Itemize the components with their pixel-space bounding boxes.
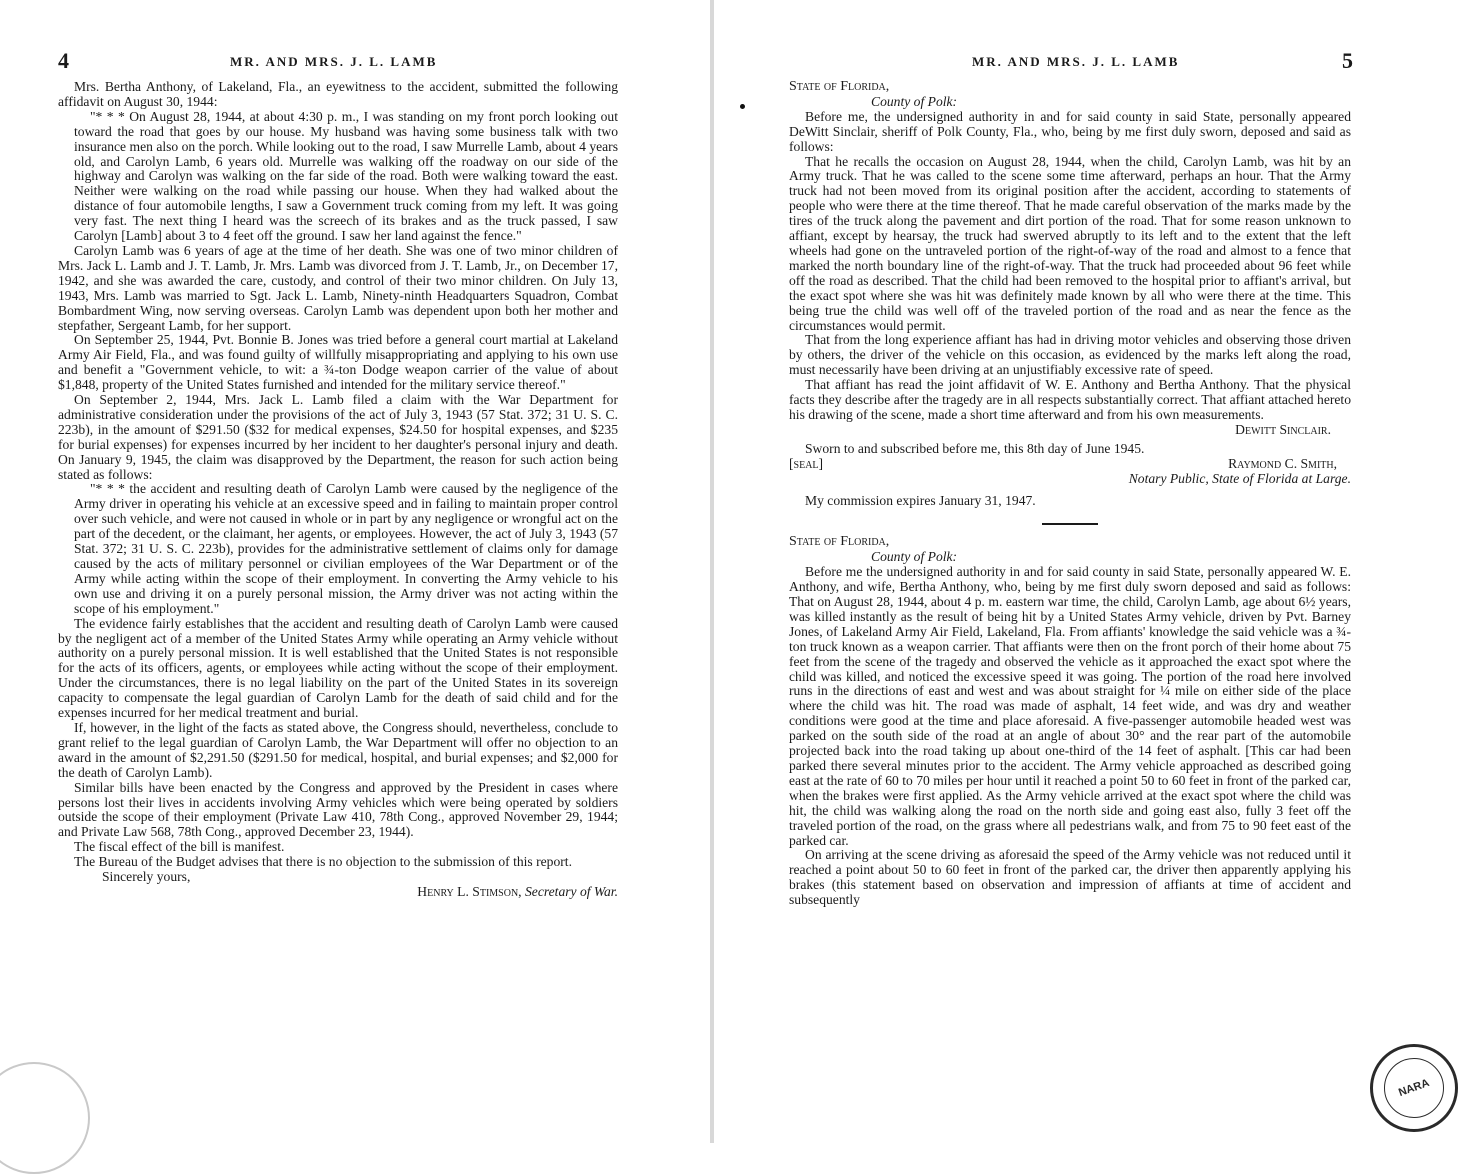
paragraph: On September 2, 1944, Mrs. Jack L. Lamb filed a claim with the War Department for administrative consideration under the provisions of the act of July 3, 1943 (57 Stat. 372; 31 U. S. C. 223b), in the amount of $291.50 ($32 for medical expenses, $24.50 for hospital expenses, and $235 for burial expenses) for expenses incurred by her incident to her daughter's personal injury and death. On January 9, 1945, the claim was disapproved by the Department, the reason for such action being stated as follows: — [58, 392, 618, 482]
closing: Sincerely yours, — [102, 869, 191, 885]
page-number-left: 4 — [58, 48, 69, 73]
paragraph: On September 25, 1944, Pvt. Bonnie B. Jones was tried before a general court martial at Lakeland Army Air Field, Fla., and was found guilty of willfully misappropriating and applying to his own use and benefit a "Government vehicle, to wit: a ¾-ton Dodge weapon carrier of the value of about $1,848, property of the United States furnished and intended for the military service thereof." — [58, 332, 618, 393]
paragraph: If, however, in the light of the facts as stated above, the Congress should, nevertheless, conclude to grant relief to the legal guardian of Carolyn Lamb, the War Department will offer no objection to an award in the amount of $2,291.50 ($291.50 for medical, hospital, and burial expenses; and $2,000 for the death of Carolyn Lamb). — [58, 719, 618, 780]
paragraph: The evidence fairly establishes that the accident and resulting death of Carolyn Lamb were caused by the negligent act of a member of the United States Army while operating an Army vehicle without authority on a purely personal mission. It is well established that the United States is not responsible for the acts of its officers, agents, or employees while acting without the scope of their employment. Under the circumstances, there is no legal liability on the part of the United States in its sovereign capacity to compensate the legal guardian of Carolyn Lamb for the death of said child and for the expenses incurred for her medical treatment and burial. — [58, 615, 618, 721]
left-body-text — [58, 80, 618, 900]
right-body-text — [789, 80, 1351, 908]
seal-label: [seal] — [789, 455, 824, 471]
stamp-label: NARA — [1397, 1076, 1431, 1100]
notary-title: Notary Public, State of Florida at Large. — [1128, 470, 1351, 486]
paragraph: Carolyn Lamb was 6 years of age at the time of her death. She was one of two minor children of Mrs. Jack L. Lamb and J. T. Lamb, Jr. Mrs. Lamb was divorced from J. T. Lamb, Jr., on December 17, 1942, and she was awarded the care, custody, and control of their two minor children. On July 13, 1943, Mrs. Lamb was married to Sgt. Jack L. Lamb, Ninety-ninth Headquarters Squadron, Combat Bombardment Wing, now serving overseas. Carolyn Lamb was dependent upon both her mother and stepfather, Sergeant Lamb, for her support. — [58, 242, 618, 333]
signature-title: Secretary of War. — [524, 883, 618, 899]
seal-line — [789, 457, 1351, 472]
bullet-mark — [740, 104, 745, 109]
paragraph: Similar bills have been enacted by the Congress and approved by the President in cases where persons lost their lives in accidents involving Army vehicles which were being operated by soldiers outside the scope of their employment (Private Law 410, 78th Cong., approved November 29, 1944; and Private Law 568, 78th Cong., approved December 23, 1944). — [58, 779, 618, 840]
paragraph: The Bureau of the Budget advises that there is no objection to the submission of this report. — [74, 854, 572, 870]
state-heading: State of Florida, — [789, 79, 890, 94]
paragraph: That from the long experience affiant has had in driving motor vehicles and observing those driven by others, the driver of the vehicle on this occasion, as evidenced by the marks left along the road, must necessarily have been driving at an unjustifiably excessive rate of speed. — [789, 332, 1351, 378]
running-head-left: MR. AND MRS. J. L. LAMB — [230, 54, 438, 69]
signature-name: Henry L. Stimson, — [417, 883, 522, 899]
commission-expiry: My commission expires January 31, 1947. — [805, 493, 1036, 509]
signature-block — [58, 885, 618, 900]
notary-name: Raymond C. Smith, — [1228, 455, 1337, 471]
running-head-right: MR. AND MRS. J. L. LAMB — [972, 54, 1180, 69]
paragraph: That affiant has read the joint affidavit of W. E. Anthony and Bertha Anthony. That the physical facts they describe after the tragedy are in all respects substantially correct. That affiant attached hereto his drawing of the scene, made a short time afterward and from his own measurements. — [789, 377, 1351, 422]
paragraph: Mrs. Bertha Anthony, of Lakeland, Fla., an eyewitness to the accident, submitted the following affidavit on August 30, 1944: — [58, 79, 618, 109]
state-heading: State of Florida, — [789, 534, 890, 550]
paragraph: That he recalls the occasion on August 28, 1944, when the child, Carolyn Lamb, was hit by an Army truck. That he was called to the scene some time afterward, perhaps an hour. That the Army truck had not been moved from its original position after the accident, according to statements of people who were there at the time thereof. That he made careful observation of the marks made by the tires of the truck along the pavement and dirt portion of the road. That for some reason unknown to affiant, except by hearsay, the truck had swerved abruptly to its left and to the extent that the left wheels had gone on the untraveled portion of the right-of-way of the road and almost to a fence that marked the north boundary line of the right-of-way. That the truck had proceeded about 96 feet while off the road as described. That the child had been removed to the hospital prior to affiant's arrival, but the exact spot where she was hit was definitely made known by all who were there at the time. This being true the child was well off of the traveled portion of the road and as near the fence as the circumstances would permit. — [789, 153, 1351, 333]
paragraph: Before me the undersigned authority in and for said county in said State, personally appeared W. E. Anthony, and wife, Bertha Anthony, who, being by me first duly sworn deposed and said as follows: That on August 28, 1944, about 4 p. m. eastern war time, the child, Carolyn Lamb, age about 6½ years, was killed instantly as the result of being hit by a United States Army vehicle, driven by Pvt. Barney Jones, of Lakeland Army Air Field, Lakeland, Fla. From affiants' knowledge the said vehicle was a ¾-ton truck known as a weapon carrier. That affiants were then on the front porch of their home about 75 feet from the scene of the tragedy and observed the vehicle as it approached the exact spot where the child was killed, and noticed the excessive speed it was going. The portion of the road here involved runs in the directions of east and west and was about straight for ¼ mile on either side of the place where the child was hit. The road was made of asphalt, 14 feet wide, and was dry and weather conditions were good at the time and place aforesaid. A five-passenger automobile headed west was parked on the south side of the road at an angle of about 30° and the rear part of the automobile projected back into the road taking up about one-third of the 14 feet of asphalt. [This car had been parked there several minutes prior to the accident. The Army vehicle approached as described going east at the rate of 60 to 70 miles per hour until it reached a point 50 to 60 feet in front of the parked car, when the brakes were first applied. As the Army vehicle arrived at the exact spot where the child was hit, the child was walking along the road on the north side and going east also, fully 3 feet off the traveled portion of the road, on the grass where all pedestrians walk, and from 75 to 90 feet east of the parked car. — [789, 564, 1351, 848]
page-number-right: 5 — [1342, 48, 1353, 73]
quoted-disapproval: "* * * the accident and resulting death of Carolyn Lamb were caused by the negligence of the Army driver in operating his vehicle at an excessive speed and in failing to maintain proper control over such vehicle, and were not caused in whole or in part by any negligence or wrongful act on the part of the decedent, or the claimant, her agents, or employees. However, the act of July 3, 1943 (57 Stat. 372; 31 U. S. C. 223b), provides for the administrative settlement of claims only for damage caused by the acts of military personnel or civilian employees of the War Department or of the Army while acting within the scope of their employment. In converting the Army vehicle to his own use and driving it on a purely personal mission, the Army driver was not acting within the scope of his employment." — [74, 481, 618, 616]
county-heading: County of Polk: — [871, 549, 958, 565]
paragraph: Before me, the undersigned authority in and for said county in said State, personally appeared DeWitt Sinclair, sheriff of Polk County, Fla., who, being by me first duly sworn, deposed and said as follows: — [789, 108, 1351, 154]
right-page — [712, 0, 1461, 1143]
section-divider — [1042, 523, 1098, 525]
paragraph: On arriving at the scene driving as aforesaid the speed of the Army vehicle was not reduced until it reached a point about 50 to 60 feet in front of the parked car, the driver then apparently applying his brakes (this statement based on observation and impression of affiants at time of accident and subsequently — [789, 847, 1351, 908]
quoted-affidavit: "* * * On August 28, 1944, at about 4:30 p. m., I was standing on my front porch looking out toward the road that goes by our house. My husband was having some business talk with two insurance men also on the porch. While looking out to the road, I saw Murrelle Lamb, about 4 years old, and Carolyn Lamb, 6 years old. Murrelle was walking off the roadway on our side of the highway and Carolyn was walking on the far side of the road. Both were walking toward the east. Neither were walking on the road while passing our house. When they had walked about the distance of four automobile lengths, I saw a Government truck coming from my left. It was going very fast. The next thing I heard was the screech of its brakes and as the truck passed, I saw Carolyn [Lamb] about 3 to 4 feet off the ground. I saw her land against the fence." — [74, 108, 618, 244]
sworn-statement: Sworn to and subscribed before me, this 8th day of June 1945. — [805, 440, 1145, 456]
affiant-signature: Dewitt Sinclair. — [1235, 421, 1331, 437]
truman-library-stamp — [1370, 1044, 1458, 1132]
paragraph: The fiscal effect of the bill is manifest. — [74, 839, 285, 855]
left-page — [0, 0, 712, 1143]
county-heading: County of Polk: — [871, 93, 958, 109]
